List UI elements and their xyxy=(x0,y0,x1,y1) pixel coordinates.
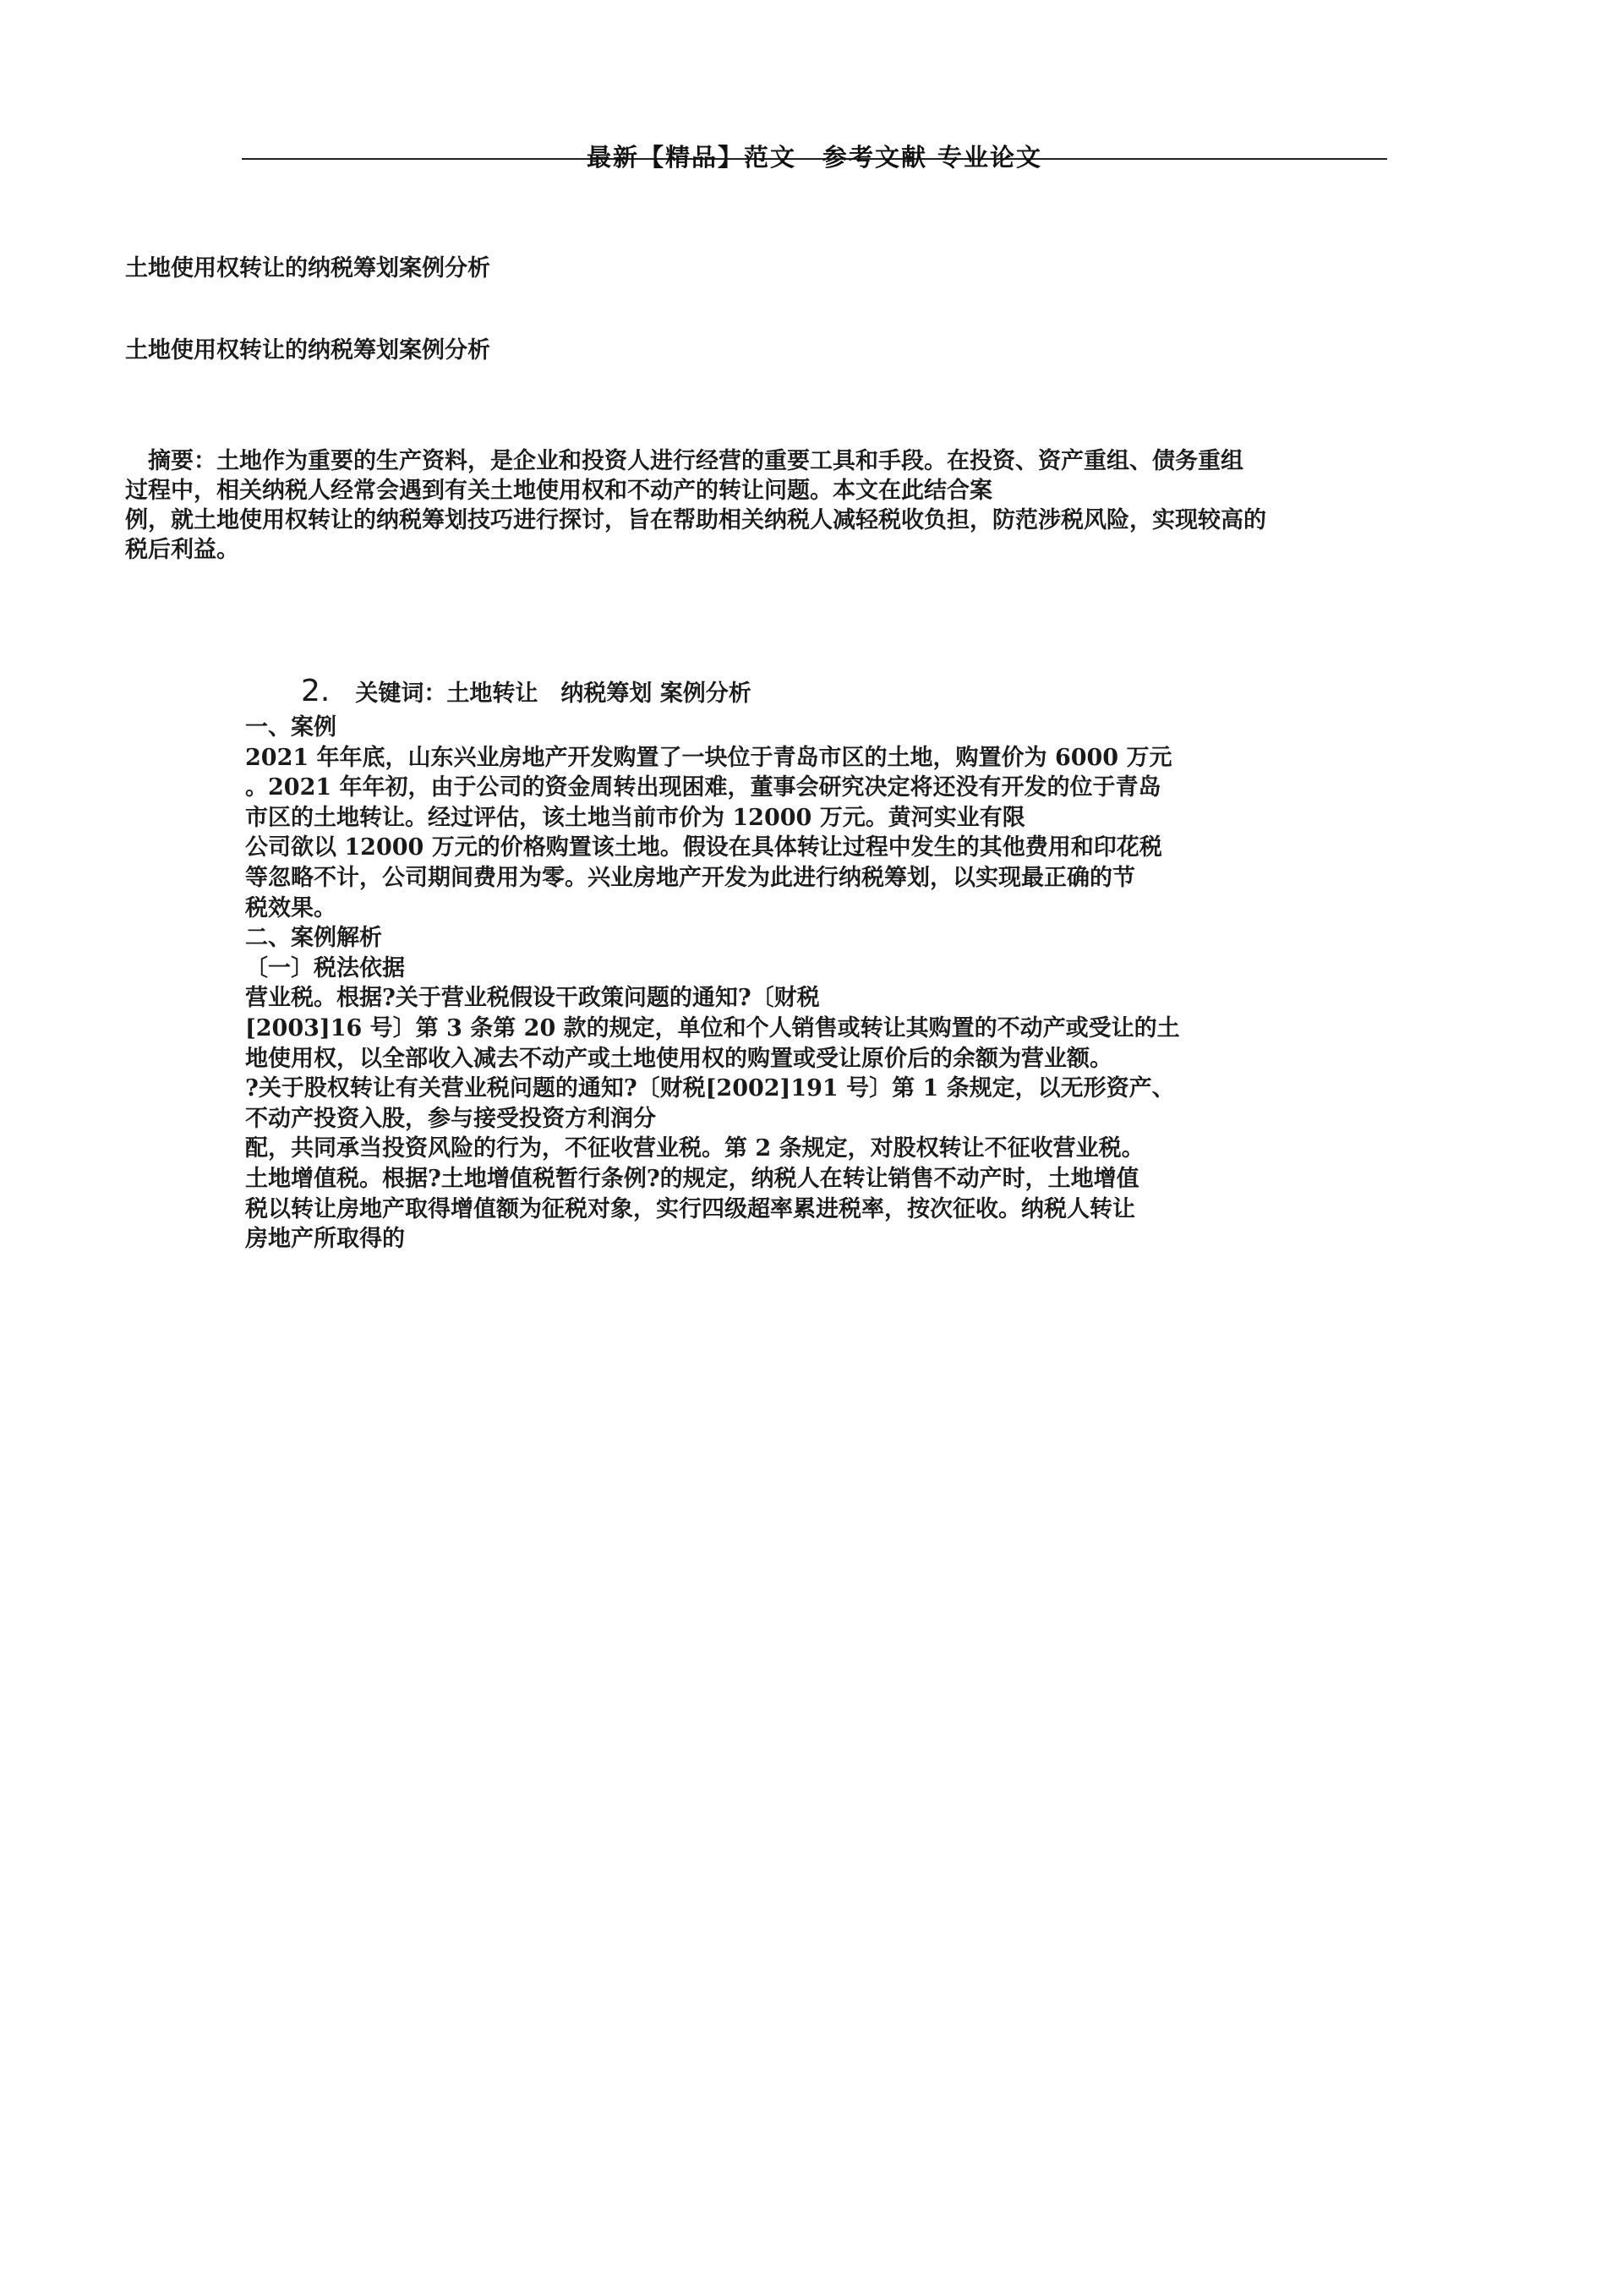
abstract-line: 例，就土地使用权转让的纳税筹划技巧进行探讨，旨在帮助相关纳税人减轻税收负担，防范涉税风险，实现较高的 xyxy=(125,507,1266,533)
abstract-line: 税后利益。 xyxy=(125,537,239,563)
body-text xyxy=(245,713,1336,1255)
abstract xyxy=(125,446,1503,565)
body-line: 2021 年年底，山东兴业房地产开发购置了一块位于青岛市区的土地，购置价为 6000 万元 xyxy=(245,744,1172,771)
header-text: 最新【精品】范文 参考文献 专业论文 xyxy=(586,143,1043,172)
page-header xyxy=(242,140,1387,178)
body-line: 营业税。根据?关于营业税假设干政策问题的通知?〔财税 xyxy=(245,985,820,1012)
body-line: 市区的土地转让。经过评估，该土地当前市价为 12000 万元。黄河实业有限 xyxy=(245,804,1025,831)
keywords-number: 2. xyxy=(301,674,331,708)
document-subtitle: 土地使用权转让的纳税筹划案例分析 xyxy=(125,337,490,364)
section-heading-analysis: 二、案例解析 xyxy=(245,925,382,952)
keywords xyxy=(301,675,751,711)
body-line: 土地增值税。根据?土地增值税暂行条例?的规定，纳税人在转让销售不动产时，土地增值 xyxy=(245,1165,1139,1192)
abstract-line: 摘要：土地作为重要的生产资料，是企业和投资人进行经营的重要工具和手段。在投资、资产重组、债务重组 xyxy=(125,448,1243,474)
document-title: 土地使用权转让的纳税筹划案例分析 xyxy=(125,255,490,282)
body-line: 配，共同承当投资风险的行为，不征收营业税。第 2 条规定，对股权转让不征收营业税。 xyxy=(245,1135,1145,1162)
abstract-line: 过程中，相关纳税人经常会遇到有关土地使用权和不动产的转让问题。本文在此结合案 xyxy=(125,478,992,504)
body-line: 等忽略不计，公司期间费用为零。兴业房地产开发为此进行纳税筹划，以实现最正确的节 xyxy=(245,864,1135,891)
body-line: 地使用权，以全部收入减去不动产或土地使用权的购置或受让原价后的余额为营业额。 xyxy=(245,1045,1112,1072)
body-line: 不动产投资入股，参与接受投资方利润分 xyxy=(245,1105,656,1132)
subsection-heading-tax-basis: 〔一〕税法依据 xyxy=(245,954,405,981)
body-line: 。2021 年年初，由于公司的资金周转出现困难，董事会研究决定将还没有开发的位于青岛 xyxy=(245,774,1161,801)
keywords-text: 关键词：土地转让 纳税筹划 案例分析 xyxy=(355,681,751,707)
body-line: 税效果。 xyxy=(245,894,336,921)
body-line: [2003]16 号〕第 3 条第 20 款的规定，单位和个人销售或转让其购置的不动产或受让的土 xyxy=(245,1014,1180,1041)
section-heading-case: 一、案例 xyxy=(245,714,336,741)
body-line: ?关于股权转让有关营业税问题的通知?〔财税[2002]191 号〕第 1 条规定，以无形资产、 xyxy=(245,1075,1175,1102)
body-line: 公司欲以 12000 万元的价格购置该土地。假设在具体转让过程中发生的其他费用和印花税 xyxy=(245,834,1162,861)
body-line: 税以转让房地产取得增值额为征税对象，实行四级超率累进税率，按次征收。纳税人转让 xyxy=(245,1195,1135,1222)
body-line: 房地产所取得的 xyxy=(245,1226,405,1253)
